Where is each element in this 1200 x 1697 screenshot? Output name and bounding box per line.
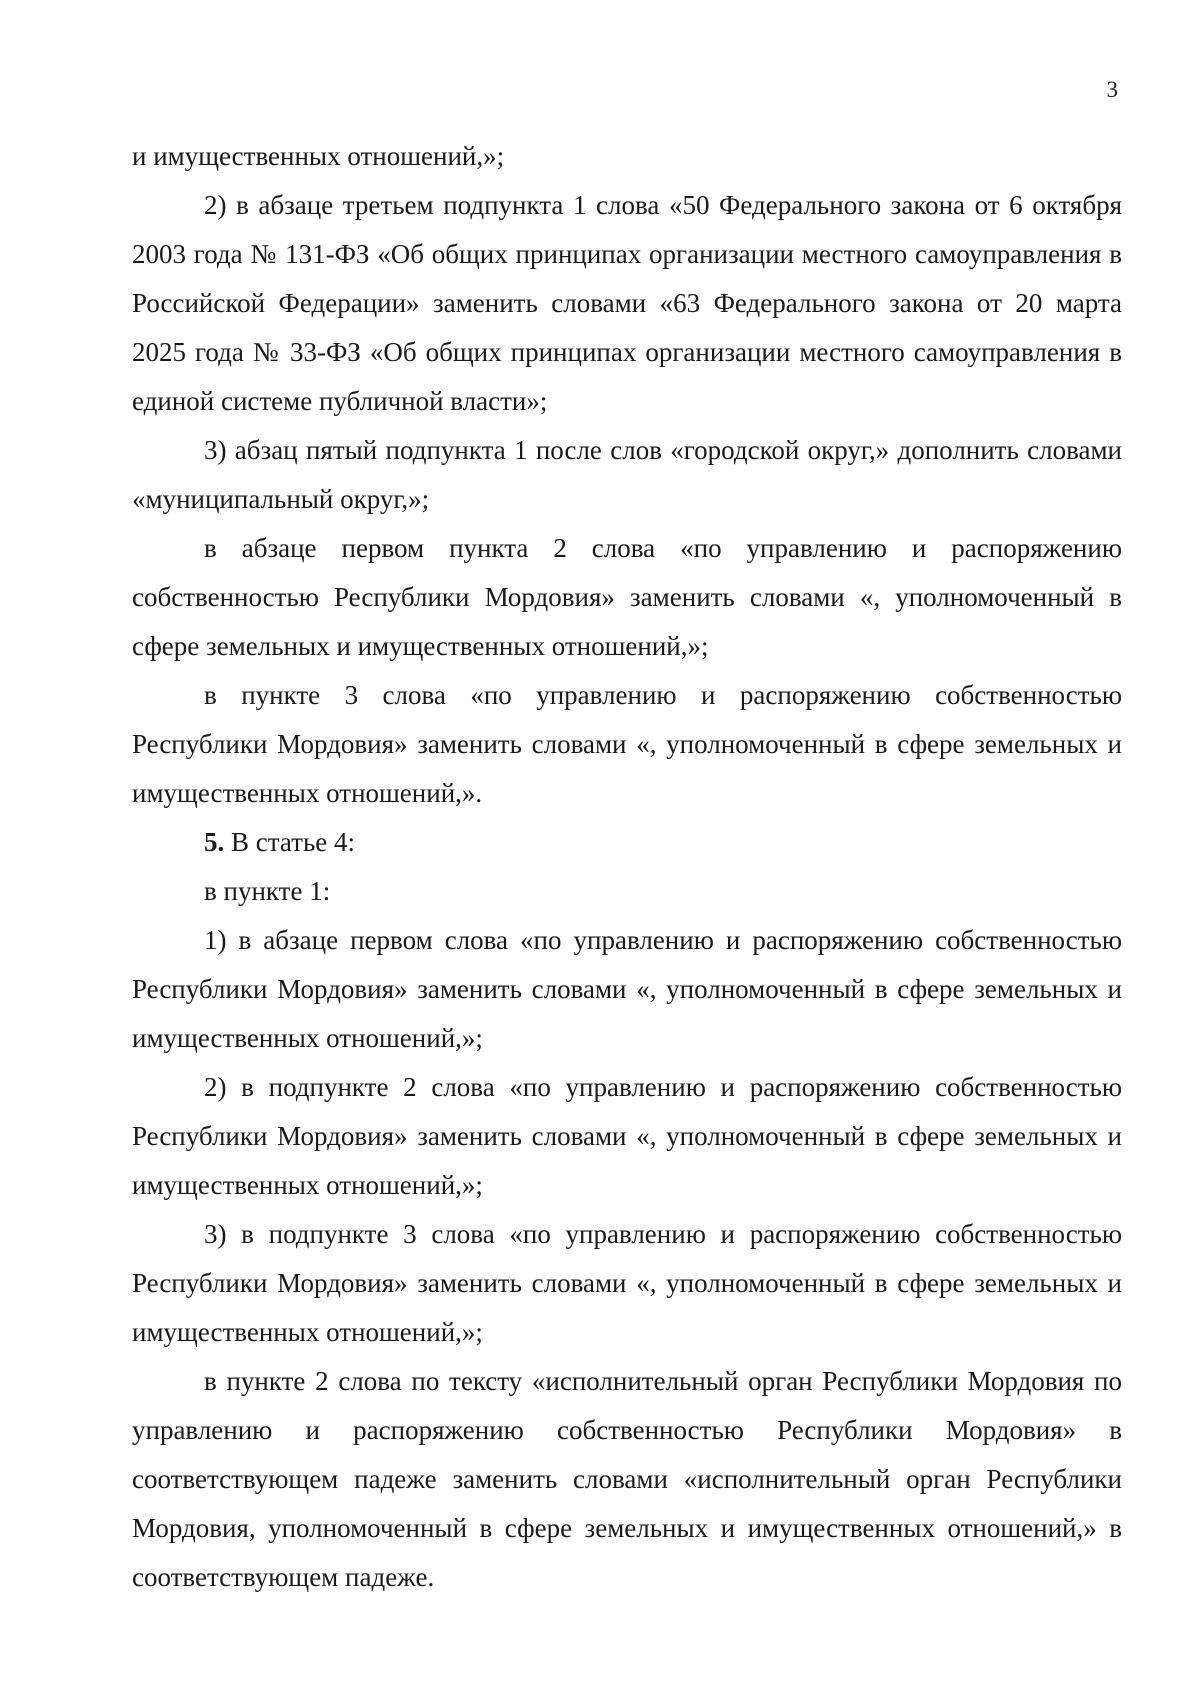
page-number: 3 (1106, 77, 1118, 102)
article-heading (132, 818, 1122, 867)
paragraph: в пункте 2 слова по тексту «исполнительный орган Республики Мордовия по управлению и распоряжению собственностью Республики Мордовия» в соответствующем падеже заменить словами «исполнительный орган Республики Мордовия, уполномоченный в сфере земельных и имущественных отношений,» в соответствующем падеже. (132, 1366, 1122, 1592)
paragraph: 3) абзац пятый подпункта 1 после слов «городской округ,» дополнить словами «муниципальный округ,»; (132, 435, 1122, 514)
document-body (132, 132, 1122, 1602)
paragraph: 2) в абзаце третьем подпункта 1 слова «50 Федерального закона от 6 октября 2003 года № 131-ФЗ «Об общих принципах организации местного самоуправления в Российской Федерации» заменить словами «63 Федерального закона от 20 марта 2025 года № 33-ФЗ «Об общих принципах организации местного самоуправления в единой системе публичной власти»; (132, 190, 1122, 416)
paragraph: в пункте 3 слова «по управлению и распоряжению собственностью Республики Мордовия» заменить словами «, уполномоченный в сфере земельных и имущественных отношений,». (132, 680, 1122, 808)
paragraph: 2) в подпункте 2 слова «по управлению и распоряжению собственностью Республики Мордовия» заменить словами «, уполномоченный в сфере земельных и имущественных отношений,»; (132, 1072, 1122, 1200)
article-number: 5. (204, 827, 225, 857)
paragraph: 1) в абзаце первом слова «по управлению и распоряжению собственностью Республики Мордовия» заменить словами «, уполномоченный в сфере земельных и имущественных отношений,»; (132, 925, 1122, 1053)
article-heading-text: В статье 4: (224, 827, 356, 857)
paragraph: в пункте 1: (204, 876, 331, 906)
paragraph: 3) в подпункте 3 слова «по управлению и распоряжению собственностью Республики Мордовия» заменить словами «, уполномоченный в сфере земельных и имущественных отношений,»; (132, 1219, 1122, 1347)
paragraph: в абзаце первом пункта 2 слова «по управлению и распоряжению собственностью Республики Мордовия» заменить словами «, уполномоченный в сфере земельных и имущественных отношений,»; (132, 533, 1122, 661)
paragraph: и имущественных отношений,»; (132, 141, 505, 171)
